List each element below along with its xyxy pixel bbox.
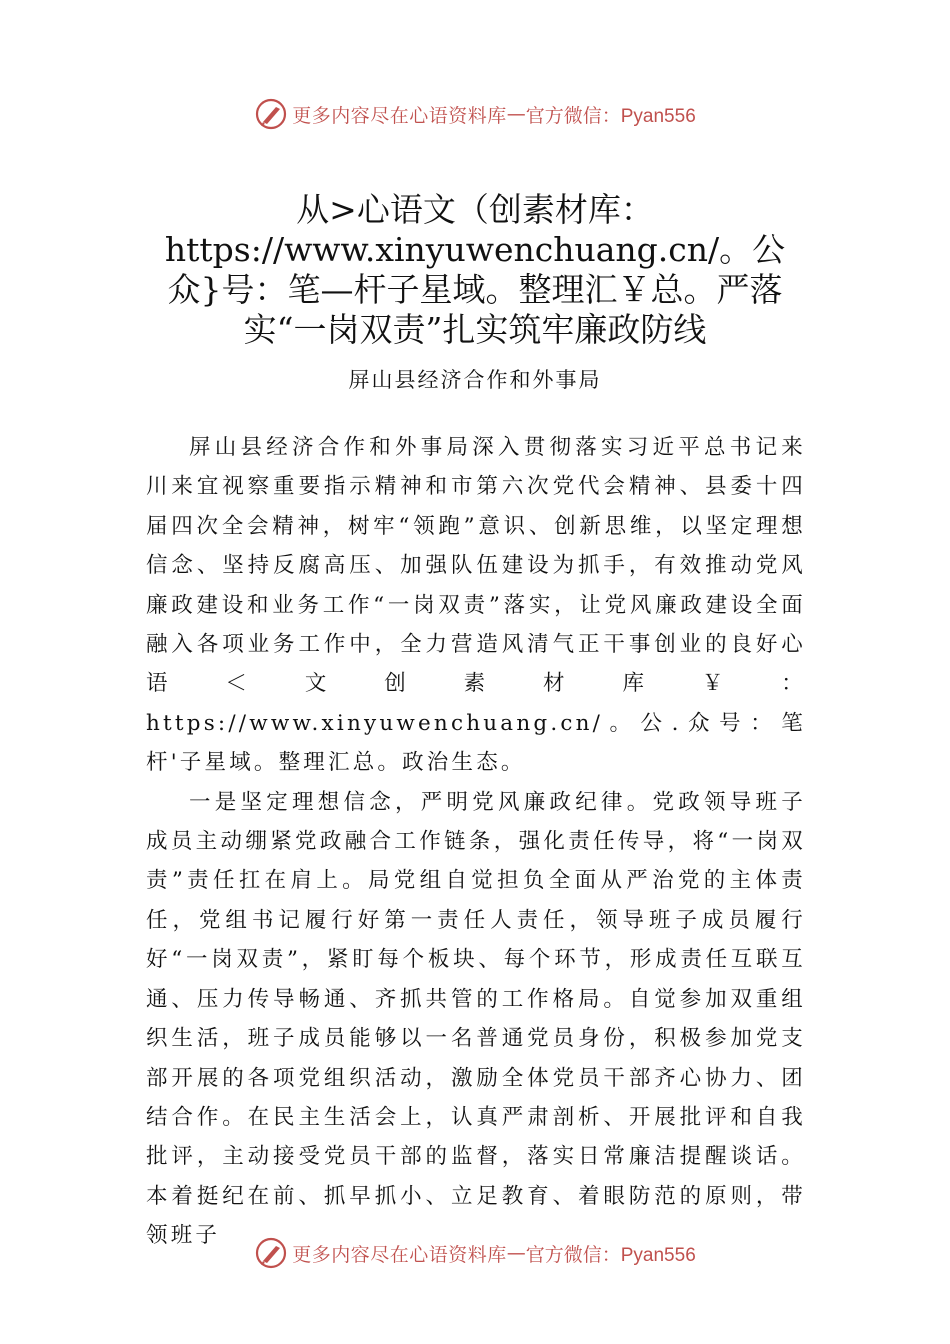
body-paragraph: 屏山县经济合作和外事局深入贯彻落实习近平总书记来川来宜视察重要指示精神和市第六次党代会精神、县委十四届四次全会精神，树牢“领跑”意识、创新思维，以坚定理想信念、坚持反腐高压、加强队伍建设为抓手，有效推动党风廉政建设和业务工作“一岗双责”落实，让党风廉政建设全面融入各项业务工作中，全力营造风清气正干事创业的良好心语＜文创素材库￥：https://www.xinyuwenchuang.cn/。公.众号：笔杆'子星域。整理汇总。政治生态。: [146, 435, 806, 776]
body-paragraph: 一是坚定理想信念，严明党风廉政纪律。党政领导班子成员主动绷紧党政融合工作链条，强化责任传导，将“一岗双责”责任扛在肩上。局党组自觉担负全面从严治党的主体责任，党组书记履行好第一责任人责任，领导班子成员履行好“一岗双责”，紧盯每个板块、每个环节，形成责任互联互通、压力传导畅通、齐抓共管的工作格局。自觉参加双重组织生活，班子成员能够以一名普通党员身份，积极参加党支部开展的各项党组织活动，激励全体党员干部齐心协力、团结合作。在民主生活会上，认真严肃剖析、开展批评和自我批评，主动接受党员干部的监督，落实日常廉洁提醒谈话。 本着挺纪在前、抓早抓小、立足教育、着眼防范的原则，带领班子: [146, 789, 806, 1249]
banner-text: 更多内容尽在心语资料库: [292, 1243, 507, 1266]
banner-wechat: 官方微信：Pyan556: [525, 105, 696, 127]
quill-logo-icon: [254, 1236, 288, 1270]
document-body: [146, 428, 806, 1256]
banner-text: 更多内容尽在心语资料库: [292, 104, 507, 127]
footer-banner: [0, 1233, 950, 1273]
banner-wechat: 官方微信：Pyan556: [525, 1244, 696, 1266]
header-banner: [0, 94, 950, 134]
banner-separator: —: [506, 103, 526, 125]
document-author: 屏山县经济合作和外事局: [348, 368, 602, 392]
banner-separator: —: [506, 1242, 526, 1264]
document-title: 从>心语文（创素材库：https://www.xinyuwenchuang.cn/。公众}号：笔—杆子星域。整理汇￥总。严落实“一岗双责”扎实筑牢廉政防线: [164, 190, 786, 349]
quill-logo-icon: [254, 97, 288, 131]
